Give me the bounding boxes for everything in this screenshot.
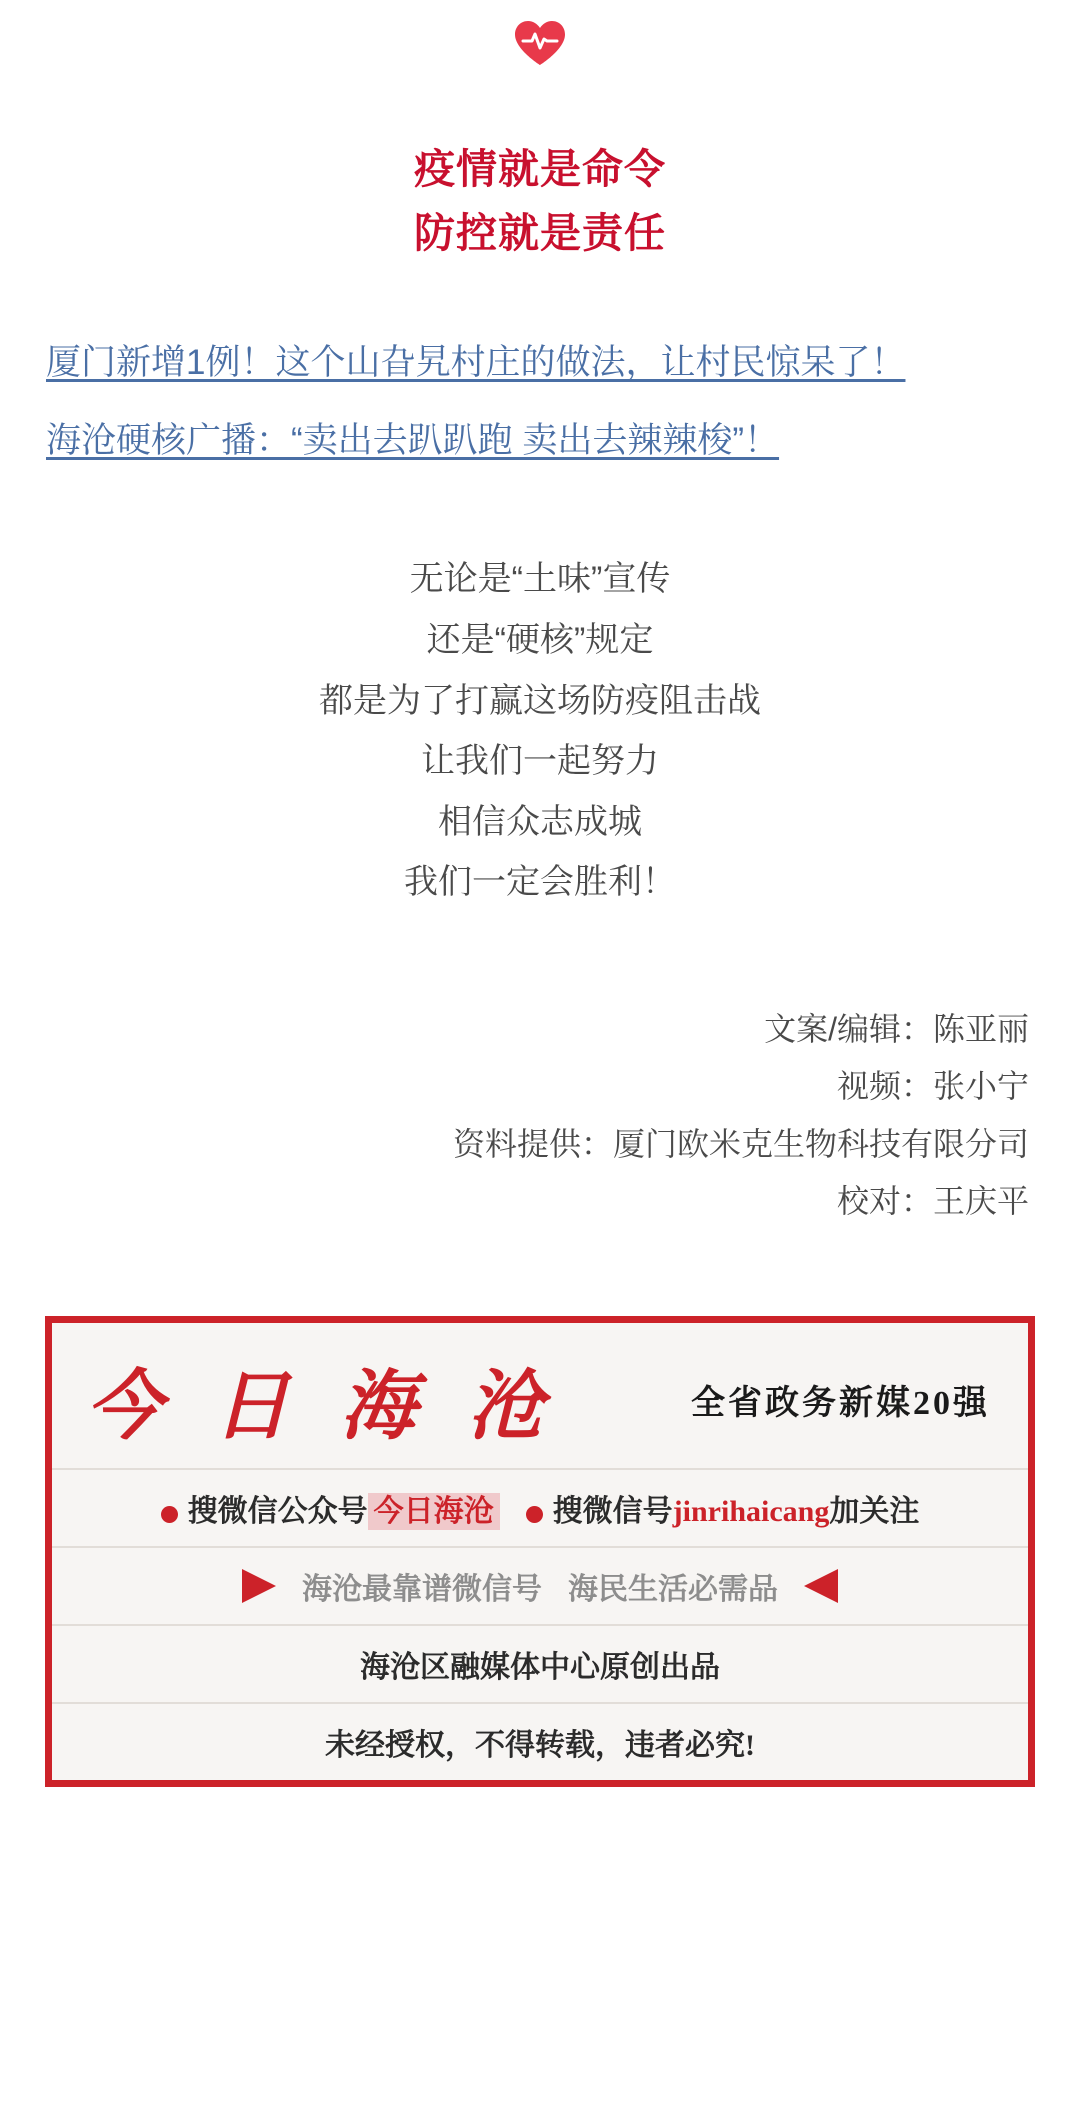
poem-line-6: 我们一定会胜利！ xyxy=(404,863,676,902)
copyright-text: 未经授权，不得转载，违者必究! xyxy=(325,1728,755,1762)
wechat-right-value: jinrihaicang xyxy=(672,1494,830,1528)
related-links xyxy=(45,333,1035,471)
credit-line-1: 文案/编辑：陈亚丽 xyxy=(764,1010,1029,1047)
brand-subtitle: 全省政务新媒20强 xyxy=(691,1384,990,1422)
poem-line-3: 都是为了打赢这场防疫阻击战 xyxy=(319,681,761,720)
publisher-banner xyxy=(45,1316,1035,1787)
poem-line-4: 让我们一起努力 xyxy=(421,742,659,781)
heart-pulse-icon xyxy=(45,0,1035,68)
credit-line-3: 资料提供：厦门欧米克生物科技有限分司 xyxy=(452,1125,1029,1162)
link-item-2-wrap xyxy=(46,411,1035,471)
triangle-right-icon xyxy=(804,1569,838,1603)
wechat-id xyxy=(526,1486,920,1530)
slogan-line-1: 疫情就是命令 xyxy=(414,146,666,192)
banner-tagline-row xyxy=(52,1546,1028,1624)
credits-block xyxy=(45,1001,1035,1231)
banner-copyright-row xyxy=(52,1702,1028,1780)
credit-line-2: 视频：张小宁 xyxy=(836,1068,1029,1105)
banner-origin-row xyxy=(52,1624,1028,1702)
slogan-block xyxy=(45,138,1035,265)
wechat-right-label: 搜微信号 xyxy=(552,1494,673,1528)
link-item-2[interactable]: 海沧硬核广播：“卖出去趴趴跑 卖出去辣辣梭”！ xyxy=(46,421,780,461)
credit-line-4: 校对：王庆平 xyxy=(836,1183,1029,1220)
poem-line-2: 还是“硬核”规定 xyxy=(426,620,654,659)
link-item-1[interactable]: 厦门新增1例！这个山旮旯村庄的做法，让村民惊呆了！ xyxy=(46,343,906,383)
banner-brand-row xyxy=(52,1323,1028,1468)
triangle-left-icon xyxy=(242,1569,276,1603)
poem-line-5: 相信众志成城 xyxy=(438,802,642,841)
wechat-official-account xyxy=(161,1486,500,1530)
link-item-1-wrap xyxy=(46,333,1035,393)
bullet-icon-right xyxy=(526,1506,543,1523)
wechat-left-label: 搜微信公众号 xyxy=(187,1494,368,1528)
poem-line-1: 无论是“土味”宣传 xyxy=(409,560,671,599)
origin-text: 海沧区融媒体中心原创出品 xyxy=(360,1650,720,1684)
wechat-right-suffix: 加关注 xyxy=(829,1494,920,1528)
brand-title: 今 日 海 沧 xyxy=(86,1364,559,1449)
bullet-icon-left xyxy=(161,1506,178,1523)
poem-block xyxy=(45,549,1035,912)
wechat-left-value: 今日海沧 xyxy=(368,1493,500,1530)
tagline-left: 海沧最靠谱微信号 xyxy=(302,1572,542,1606)
slogan-line-2: 防控就是责任 xyxy=(414,209,666,256)
banner-wechat-row xyxy=(52,1468,1028,1546)
tagline-right: 海民生活必需品 xyxy=(568,1572,778,1606)
